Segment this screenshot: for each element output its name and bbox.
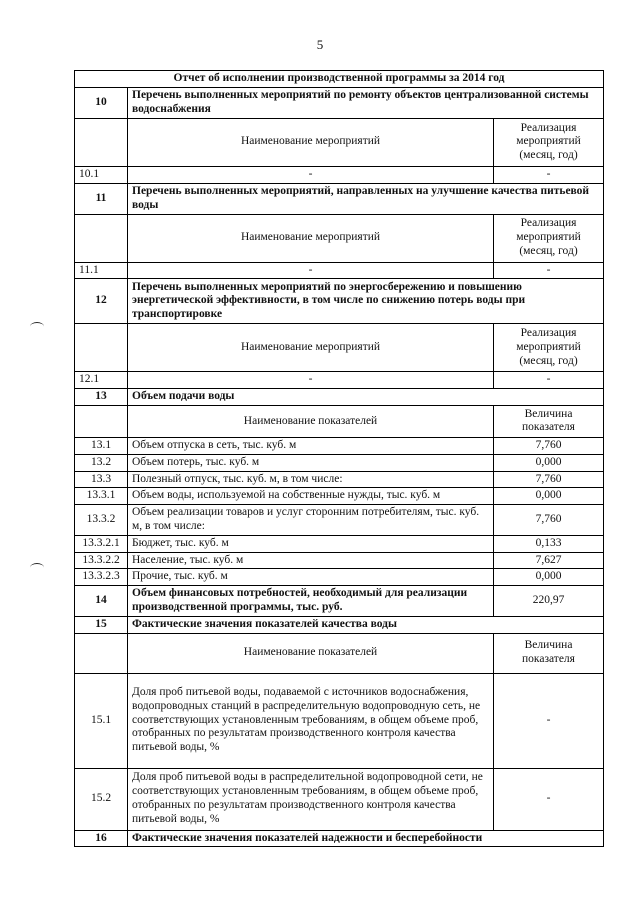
col-header-name: Наименование мероприятий <box>128 214 494 262</box>
margin-mark <box>30 563 44 572</box>
table-row <box>75 262 604 279</box>
row-name: Полезный отпуск, тыс. куб. м, в том числе: <box>128 471 494 488</box>
table-row <box>75 437 604 454</box>
column-header-row <box>75 405 604 437</box>
margin-mark <box>30 322 44 331</box>
empty-cell <box>75 214 128 262</box>
column-header-row <box>75 214 604 262</box>
row-name: Объем отпуска в сеть, тыс. куб. м <box>128 437 494 454</box>
section-row <box>75 830 604 847</box>
table-row <box>75 488 604 505</box>
table-row <box>75 372 604 389</box>
table-row <box>75 569 604 586</box>
section-row <box>75 586 604 617</box>
row-name: Объем реализации товаров и услуг сторонним потребителям, тыс. куб. м, в том числе: <box>128 505 494 536</box>
report-table <box>74 70 604 847</box>
section-row <box>75 389 604 406</box>
row-number: 13.3.2.2 <box>75 552 128 569</box>
row-value: 7,760 <box>494 505 604 536</box>
table-title: Отчет об исполнении производственной программы за 2014 год <box>75 71 604 88</box>
row-value: - <box>494 166 604 183</box>
row-number: 15.1 <box>75 673 128 768</box>
section-title: Объем подачи воды <box>128 389 604 406</box>
row-value: 7,627 <box>494 552 604 569</box>
section-value: 220,97 <box>494 586 604 617</box>
row-name: Прочие, тыс. куб. м <box>128 569 494 586</box>
table-row <box>75 505 604 536</box>
section-title: Перечень выполненных мероприятий по ремонту объектов централизованной системы водоснабжения <box>128 87 604 118</box>
col-header-value: Величина показателя <box>494 633 604 673</box>
row-name: - <box>128 372 494 389</box>
row-number: 12.1 <box>75 372 128 389</box>
row-value: 7,760 <box>494 471 604 488</box>
row-number: 13.2 <box>75 454 128 471</box>
section-number: 13 <box>75 389 128 406</box>
table-row <box>75 768 604 830</box>
col-header-realization: Реализация мероприятий (месяц, год) <box>494 324 604 372</box>
row-number: 10.1 <box>75 166 128 183</box>
table-row <box>75 471 604 488</box>
row-number: 15.2 <box>75 768 128 830</box>
row-value: - <box>494 372 604 389</box>
page-number: 5 <box>316 37 324 52</box>
row-name: - <box>128 262 494 279</box>
row-value: 0,000 <box>494 488 604 505</box>
row-value: 0,133 <box>494 535 604 552</box>
row-name: Население, тыс. куб. м <box>128 552 494 569</box>
row-name: Объем потерь, тыс. куб. м <box>128 454 494 471</box>
section-title: Фактические значения показателей качества воды <box>128 616 604 633</box>
row-number: 13.3.1 <box>75 488 128 505</box>
empty-cell <box>75 324 128 372</box>
row-number: 11.1 <box>75 262 128 279</box>
table-title-row <box>75 71 604 88</box>
column-header-row <box>75 324 604 372</box>
section-number: 16 <box>75 830 128 847</box>
row-number: 13.3.2.1 <box>75 535 128 552</box>
col-header-realization: Реализация мероприятий (месяц, год) <box>494 214 604 262</box>
section-number: 11 <box>75 183 128 214</box>
section-row <box>75 87 604 118</box>
col-header-value: Величина показателя <box>494 405 604 437</box>
section-row <box>75 279 604 324</box>
row-number: 13.3.2.3 <box>75 569 128 586</box>
row-name: Бюджет, тыс. куб. м <box>128 535 494 552</box>
table-row <box>75 535 604 552</box>
table-row <box>75 673 604 768</box>
row-name: Объем воды, используемой на собственные нужды, тыс. куб. м <box>128 488 494 505</box>
row-value: - <box>494 262 604 279</box>
section-title: Перечень выполненных мероприятий, направленных на улучшение качества питьевой воды <box>128 183 604 214</box>
section-row <box>75 183 604 214</box>
row-name: Доля проб питьевой воды, подаваемой с источников водоснабжения, водопроводных станций в распределительную водопроводную сеть, не соответствующих установленным требованиям, в общем объеме проб, отобранных по результатам производственного контроля качества питьевой воды, % <box>128 673 494 768</box>
section-number: 15 <box>75 616 128 633</box>
empty-cell <box>75 118 128 166</box>
table-row <box>75 166 604 183</box>
row-number: 13.3 <box>75 471 128 488</box>
row-name: Доля проб питьевой воды в распределительной водопроводной сети, не соответствующих установленным требованиям, в общем объеме проб, отобранных по результатам производственного контроля качества питьевой воды, % <box>128 768 494 830</box>
section-title: Объем финансовых потребностей, необходимый для реализации производственной программы, тыс. руб. <box>128 586 494 617</box>
empty-cell <box>75 405 128 437</box>
table-row <box>75 552 604 569</box>
section-title: Перечень выполненных мероприятий по энергосбережению и повышению энергетической эффективности, в том числе по снижению потерь воды при транспортировке <box>128 279 604 324</box>
column-header-row <box>75 633 604 673</box>
table-row <box>75 454 604 471</box>
row-value: 0,000 <box>494 454 604 471</box>
section-number: 12 <box>75 279 128 324</box>
row-name: - <box>128 166 494 183</box>
col-header-realization: Реализация мероприятий (месяц, год) <box>494 118 604 166</box>
col-header-name: Наименование показателей <box>128 633 494 673</box>
col-header-name: Наименование мероприятий <box>128 324 494 372</box>
col-header-name: Наименование мероприятий <box>128 118 494 166</box>
section-title: Фактические значения показателей надежности и бесперебойности <box>128 830 604 847</box>
row-number: 13.1 <box>75 437 128 454</box>
col-header-name: Наименование показателей <box>128 405 494 437</box>
empty-cell <box>75 633 128 673</box>
row-value: - <box>494 673 604 768</box>
column-header-row <box>75 118 604 166</box>
section-row <box>75 616 604 633</box>
section-number: 14 <box>75 586 128 617</box>
row-value: - <box>494 768 604 830</box>
section-number: 10 <box>75 87 128 118</box>
row-number: 13.3.2 <box>75 505 128 536</box>
row-value: 7,760 <box>494 437 604 454</box>
row-value: 0,000 <box>494 569 604 586</box>
